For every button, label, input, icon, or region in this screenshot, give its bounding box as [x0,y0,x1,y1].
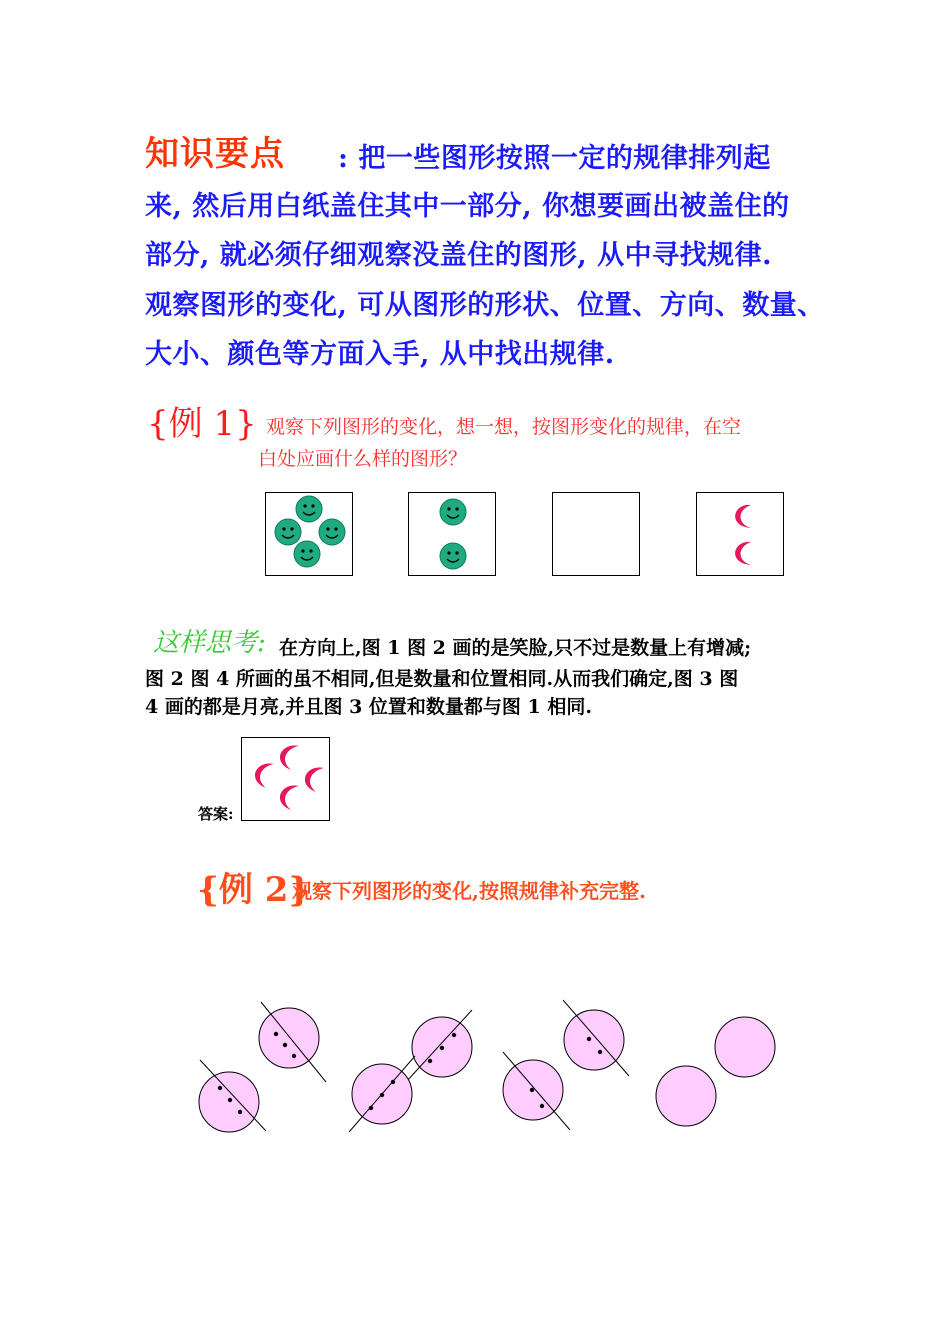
smiley-icon [294,541,320,567]
circle-pair-2 [349,1010,472,1132]
think-label: 这样思考: [153,628,266,658]
figure-4-box [696,492,784,576]
dot [598,1050,602,1054]
dot [228,1098,232,1102]
moon-icon [735,505,751,528]
smiley-icon [296,496,322,522]
dot [292,1054,296,1058]
dot [218,1086,222,1090]
knowledge-line: 来, 然后用白纸盖住其中一部分, 你想要画出被盖住的 [145,191,790,222]
think-line: 4 画的都是月亮,并且图 3 位置和数量都与图 1 相同. [145,696,592,718]
example1-label: {例 1} [147,404,257,444]
smiley-group-two [409,493,495,575]
example1-question: 白处应画什么样的图形？ [258,448,468,470]
pink-circle [564,1010,624,1070]
pink-circle [656,1066,716,1126]
knowledge-line: 观察图形的变化, 可从图形的形状、位置、方向、数量、 [145,290,825,321]
pink-circle [199,1072,259,1132]
circle-pair-4-blank [656,1017,775,1126]
smiley-icon [275,519,301,545]
knowledge-line: : 把一些图形按照一定的规律排列起 [338,143,771,174]
dot [428,1059,432,1063]
dot [380,1093,384,1097]
moon-icon [280,785,299,810]
dot [530,1088,534,1092]
figure-2-box [408,492,496,576]
answer-box [241,737,330,821]
circle-pair-1 [199,1002,326,1132]
dot [283,1043,287,1047]
example2-figure-sequence [0,990,950,1150]
knowledge-title: 知识要点 [145,134,285,174]
think-line: 在方向上,图 1 图 2 画的是笑脸,只不过是数量上有增减; [279,637,752,659]
smiley-icon [440,543,466,569]
dot [540,1104,544,1108]
dot [452,1033,456,1037]
circle-pair-3 [503,1000,629,1130]
example2-label: {例 2} [197,870,311,910]
smiley-icon [319,519,345,545]
dot [274,1032,278,1036]
moon-group-five [242,738,329,820]
pink-circle [715,1017,775,1077]
dot [440,1046,444,1050]
think-line: 图 2 图 4 所画的虽不相同,但是数量和位置相同.从而我们确定,图 3 图 [145,668,739,690]
dot [369,1106,373,1110]
example1-question: 观察下列图形的变化，想一想，按图形变化的规律，在空 [266,416,742,438]
figure-3-blank-box [552,492,640,576]
moon-icon [305,767,324,792]
example2-question: 观察下列图形的变化,按照规律补充完整. [292,879,646,903]
moon-icon [280,745,299,770]
figure-1-box [265,492,353,576]
knowledge-line: 部分, 就必须仔细观察没盖住的图形, 从中寻找规律. [145,240,772,271]
answer-label: 答案: [198,805,234,823]
smiley-group-five [266,493,352,575]
moon-group-two [697,493,783,575]
dot [391,1080,395,1084]
dot [238,1110,242,1114]
smiley-icon [440,499,466,525]
dot [587,1037,591,1041]
knowledge-line: 大小、颜色等方面入手, 从中找出规律. [145,339,615,370]
moon-icon [735,542,751,565]
pink-circle [259,1008,319,1068]
